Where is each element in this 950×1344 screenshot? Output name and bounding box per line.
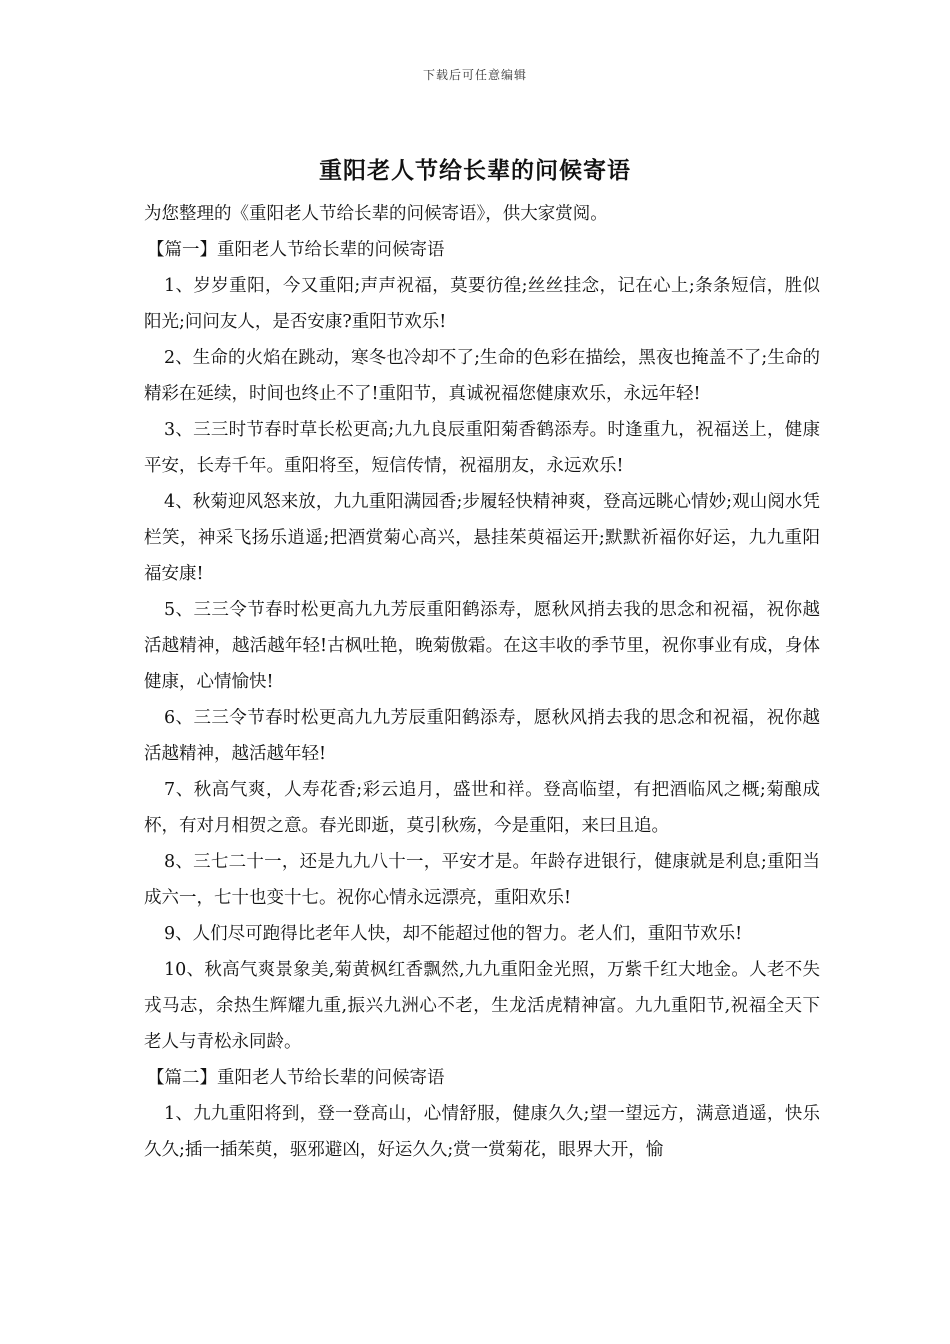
list-item: 6、三三令节春时松更高九九芳辰重阳鹤添寿，愿秋风捎去我的思念和祝福，祝你越活越精神，越活越年轻! <box>144 708 820 764</box>
list-item: 5、三三令节春时松更高九九芳辰重阳鹤添寿，愿秋风捎去我的思念和祝福，祝你越活越精神，越活越年轻!古枫吐艳，晚菊傲霜。在这丰收的季节里，祝你事业有成，身体健康，心情愉快! <box>144 600 820 692</box>
list-item: 3、三三时节春时草长松更高;九九良辰重阳菊香鹤添寿。时逢重九，祝福送上，健康平安，长寿千年。重阳将至，短信传情，祝福朋友，永远欢乐! <box>144 420 820 476</box>
list-item: 1、九九重阳将到，登一登高山，心情舒服，健康久久;望一望远方，满意逍遥，快乐久久;插一插茱萸，驱邪避凶，好运久久;赏一赏菊花，眼界大开，愉 <box>144 1104 820 1160</box>
list-item: 2、生命的火焰在跳动，寒冬也冷却不了;生命的色彩在描绘，黑夜也掩盖不了;生命的精彩在延续，时间也终止不了!重阳节，真诚祝福您健康欢乐，永远年轻! <box>144 348 820 404</box>
list-item: 8、三七二十一，还是九九八十一，平安才是。年龄存进银行，健康就是利息;重阳当成六一，七十也变十七。祝你心情永远漂亮，重阳欢乐! <box>144 852 820 908</box>
list-item: 10、秋高气爽景象美,菊黄枫红香飘然,九九重阳金光照，万紫千红大地金。人老不失戎马志，余热生辉耀九重,振兴九洲心不老，生龙活虎精神富。九九重阳节,祝福全天下老人与青松永同龄。 <box>144 960 820 1052</box>
intro-paragraph: 为您整理的《重阳老人节给长辈的问候寄语》，供大家赏阅。 <box>144 204 608 224</box>
document-title: 重阳老人节给长辈的问候寄语 <box>319 157 631 184</box>
list-item: 9、人们尽可跑得比老年人快，却不能超过他的智力。老人们，重阳节欢乐! <box>164 924 743 944</box>
section-heading-1: 【篇一】重阳老人节给长辈的问候寄语 <box>147 240 445 260</box>
section-heading-2: 【篇二】重阳老人节给长辈的问候寄语 <box>147 1068 445 1088</box>
document-body <box>144 196 820 1168</box>
list-item: 4、秋菊迎风怒来放，九九重阳满园香;步履轻快精神爽，登高远眺心情妙;观山阅水凭栏笑，神采飞扬乐逍遥;把酒赏菊心高兴，悬挂茱萸福运开;默默祈福你好运，九九重阳福安康! <box>144 492 820 584</box>
header-note: 下载后可任意编辑 <box>422 68 527 82</box>
list-item: 1、岁岁重阳，今又重阳;声声祝福，莫要彷徨;丝丝挂念，记在心上;条条短信，胜似阳光;问问友人，是否安康?重阳节欢乐! <box>144 276 820 332</box>
list-item: 7、秋高气爽，人寿花香;彩云追月，盛世和祥。登高临望，有把酒临风之概;菊酿成杯，有对月相贺之意。春光即逝，莫引秋殇，今是重阳，来曰且追。 <box>144 780 820 836</box>
